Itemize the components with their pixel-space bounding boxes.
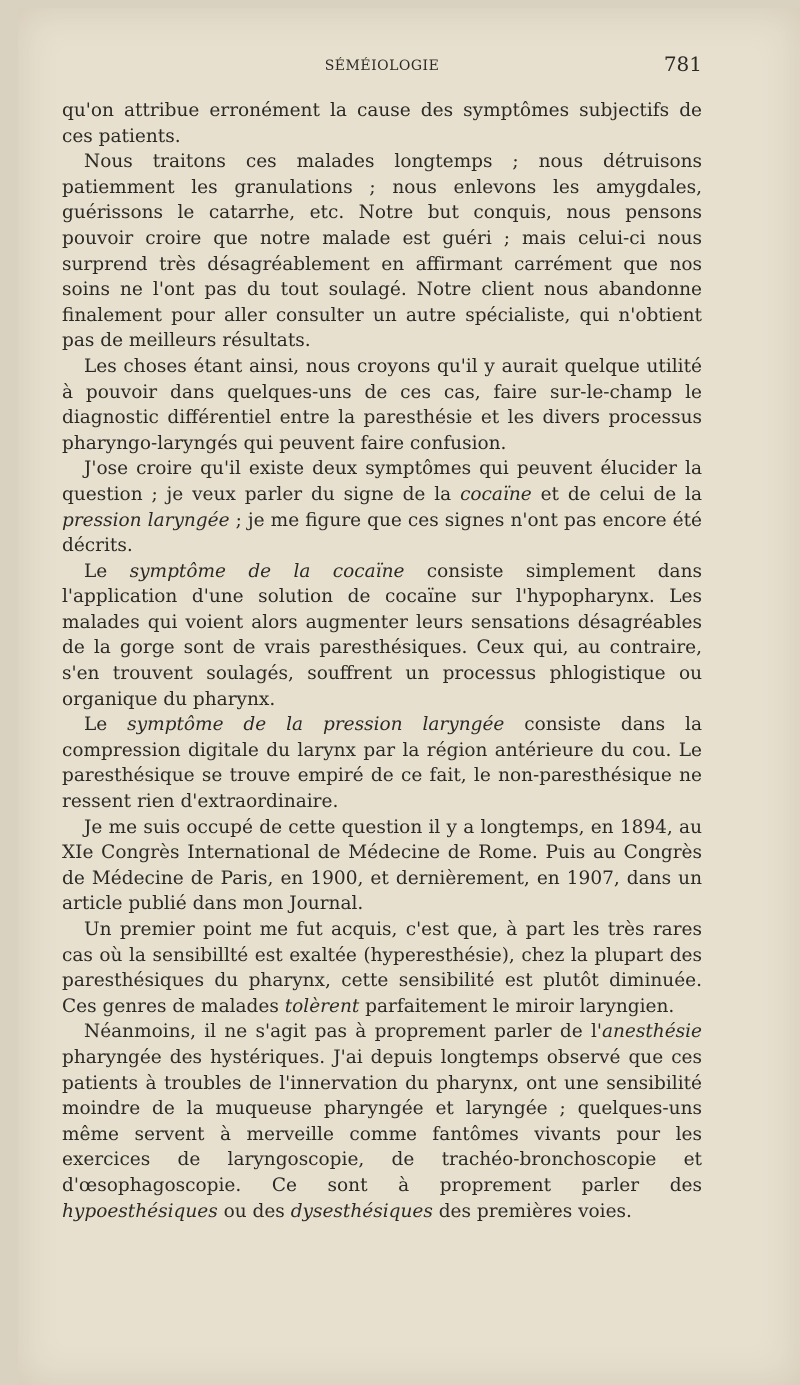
page-number: 781	[663, 52, 702, 76]
paragraph: Un premier point me fut acquis, c'est que, à part les très rares cas où la sensibillté est exaltée (hyperesthésie), chez la plupart des paresthésiques du pharynx, cette sensibilité est plutôt diminuée. Ces genres de malades tolèrent parfaitement le miroir laryngien.	[62, 919, 702, 1017]
paragraph: Les choses étant ainsi, nous croyons qu'il y aurait quelque utilité à pouvoir dans quelques-uns de ces cas, faire sur-le-champ le diagnostic différentiel entre la paresthésie et les divers processus pharyngo-laryngés qui peuvent faire confusion.	[62, 355, 702, 454]
paragraph: qu'on attribue erronément la cause des symptômes subjectifs de ces patients.	[62, 100, 702, 147]
italic-term: pression laryngée	[62, 509, 230, 531]
running-head: SÉMÉIOLOGIE	[324, 58, 440, 74]
italic-term: anesthésie	[601, 1021, 702, 1043]
italic-term: dysesthésiques	[290, 1200, 433, 1222]
paragraph: Je me suis occupé de cette question il y a longtemps, en 1894, au XIe Congrès International de Médecine de Rome. Puis au Congrès de Médecine de Paris, en 1900, et dernièrement, en 1907, dans un article publié dans mon Journal.	[62, 816, 702, 915]
paragraph: Néanmoins, il ne s'agit pas à proprement parler de l'anesthésie pharyngée des hystériques. J'ai depuis longtemps observé que ces patients à troubles de l'innervation du pharynx, ont une sensibilité moindre de la muqueuse pharyngée et laryngée ; quelques-uns même servent à merveille comme fantômes vivants pour les exercices de laryngoscopie, de trachéo-bronchoscopie et d'œsophagoscopie. Ce sont à proprement parler des hypoesthésiques ou des dysesthésiques des premières voies.	[62, 1021, 702, 1222]
italic-term: symptôme de la pression laryngée	[127, 714, 505, 736]
paragraph: Le symptôme de la cocaïne consiste simplement dans l'application d'une solution de cocaïne sur l'hypopharynx. Les malades qui voient alors augmenter leurs sensations désagréables de la gorge sont de vrais paresthésiques. Ceux qui, au contraire, s'en trouvent soulagés, souffrent un processus phlogistique ou organique du pharynx.	[62, 560, 702, 710]
paragraph: Le symptôme de la pression laryngée consiste dans la compression digitale du larynx par la région antérieure du cou. Le paresthésique se trouve empiré de ce fait, le non-paresthésique ne ressent rien d'extraordinaire.	[62, 714, 702, 813]
italic-term: cocaïne	[460, 483, 532, 505]
page-header	[62, 52, 702, 82]
body-text	[62, 98, 702, 1224]
italic-term: symptôme de la cocaïne	[129, 560, 405, 582]
paragraph: J'ose croire qu'il existe deux symptômes qui peuvent élucider la question ; je veux parler du signe de la cocaïne et de celui de la pression laryngée ; je me figure que ces signes n'ont pas encore été décrits.	[62, 458, 703, 557]
italic-term: tolèrent	[284, 995, 360, 1017]
paragraph: Nous traitons ces malades longtemps ; nous détruisons patiemment les granulations ; nous enlevons les amygdales, guérissons le catarrhe, etc. Notre but conquis, nous pensons pouvoir croire que notre malade est guéri ; mais celui-ci nous surprend très désagréablement en affirmant carrément que nos soins ne l'ont pas du tout soulagé. Notre client nous abandonne finalement pour aller consulter un autre spécialiste, qui n'obtient pas de meilleurs résultats.	[62, 151, 702, 352]
italic-term: hypoesthésiques	[62, 1200, 218, 1222]
